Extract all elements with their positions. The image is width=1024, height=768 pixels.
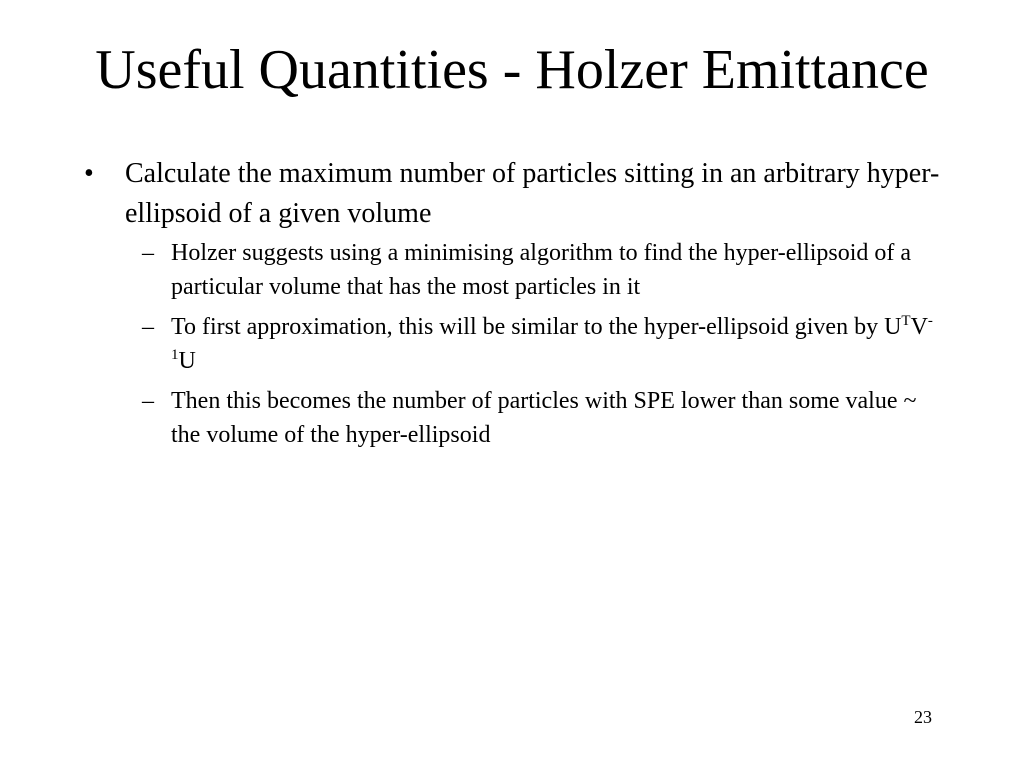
sub-bullet-text: Holzer suggests using a minimising algorithm to find the hyper-ellipsoid of a particular volume that has the most particles in it [171, 240, 912, 300]
formula-prefix-text: To first approximation, this will be similar to the hyper-ellipsoid given by U [171, 314, 902, 340]
page-number: 23 [914, 707, 932, 727]
bullet-item [84, 154, 944, 234]
sub-bullet-item [84, 384, 944, 452]
inverse-superscript: -1 [171, 313, 933, 363]
slide-content [84, 154, 944, 458]
formula-matrix-u: U [178, 348, 196, 374]
dash-marker: – [142, 240, 154, 266]
slide-title: Useful Quantities - Holzer Emittance [95, 39, 929, 101]
dash-marker: – [142, 314, 154, 340]
sub-bullet-item [84, 236, 944, 304]
bullet-text: Calculate the maximum number of particles sitting in an arbitrary hyper-ellipsoid of a given volume [125, 158, 940, 229]
sub-bullet-text: Then this becomes the number of particles with SPE lower than some value ~ the volume of the hyper-ellipsoid [171, 388, 917, 448]
formula-matrix-v: V [910, 314, 928, 340]
bullet-marker: • [84, 158, 94, 189]
transpose-superscript: T [901, 313, 911, 329]
sub-bullet-text [171, 314, 933, 374]
sub-bullet-item [84, 310, 944, 378]
dash-marker: – [142, 388, 154, 414]
sub-bullet-list [84, 236, 944, 452]
